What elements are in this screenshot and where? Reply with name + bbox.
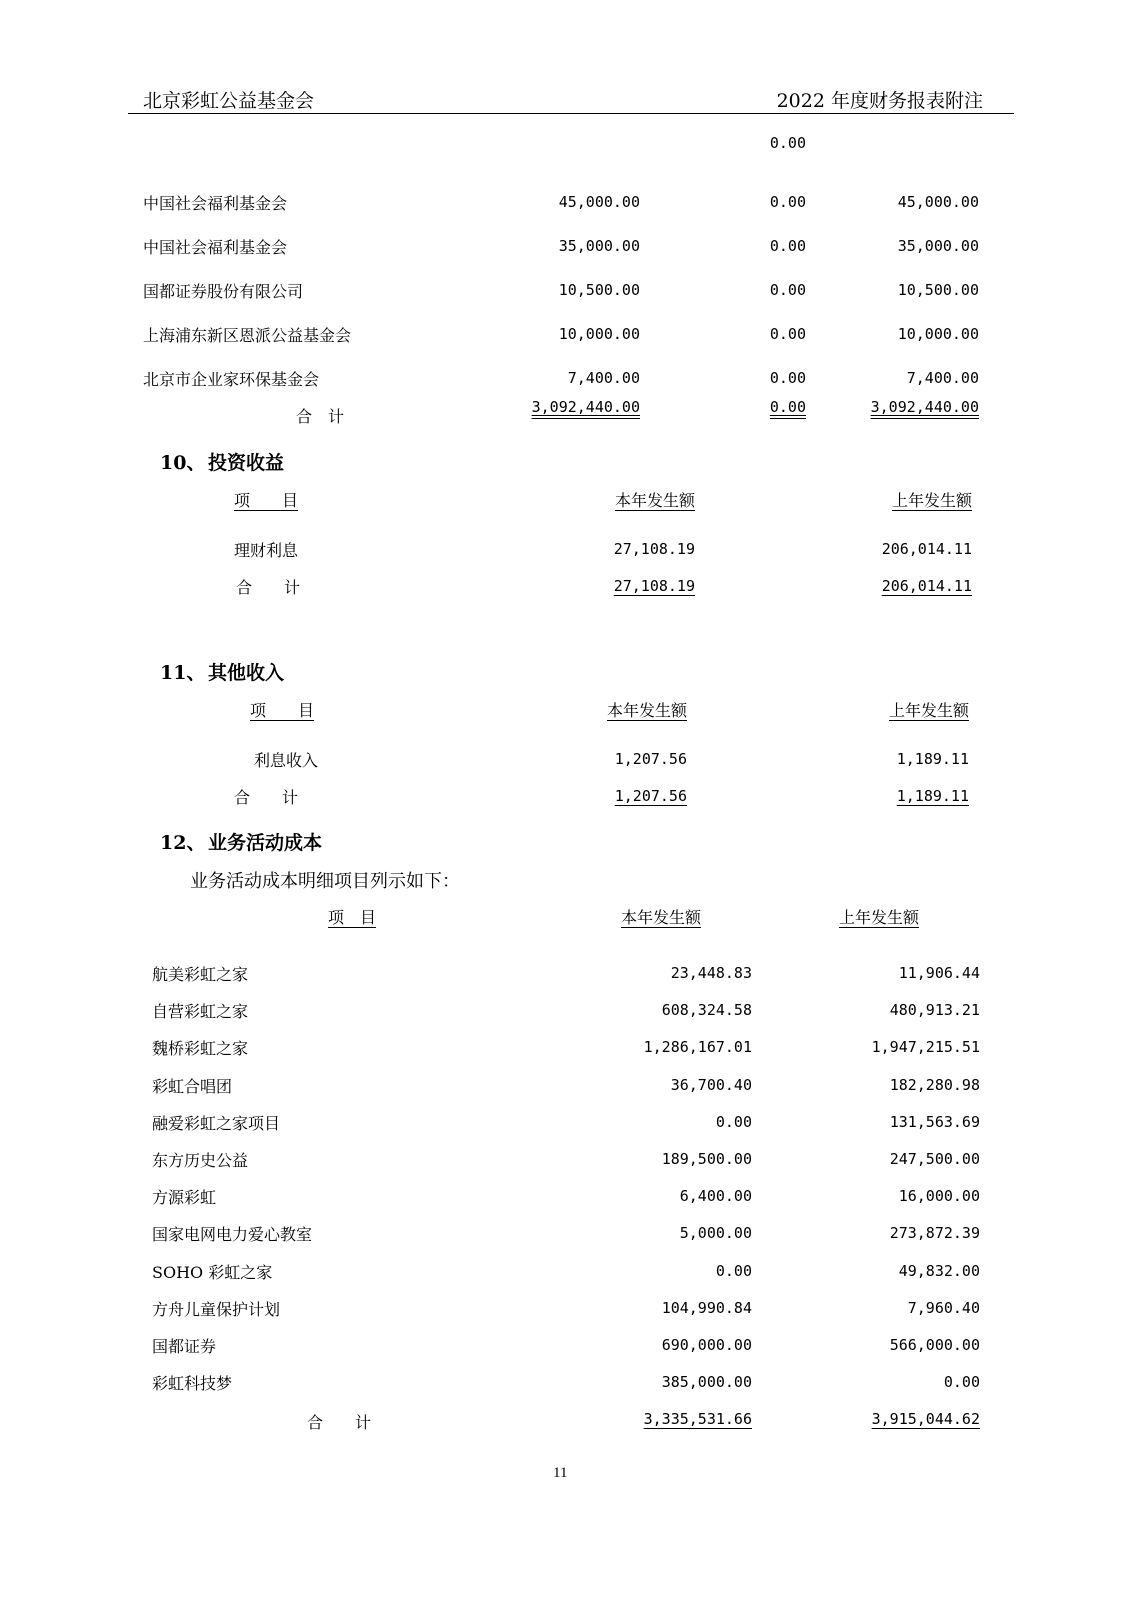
item-name: 方舟儿童保护计划	[152, 1300, 281, 1319]
item-name: 融爱彩虹之家项目	[152, 1114, 281, 1133]
donor-amount-1: 10,000.00	[558, 325, 640, 343]
total-current: 1,207.56	[614, 787, 687, 805]
item-name: 理财利息	[234, 541, 299, 560]
column-header-current: 本年发生额	[614, 491, 695, 510]
donor-name: 北京市企业家环保基金会	[143, 370, 320, 389]
prior-amount: 247,500.00	[889, 1150, 980, 1168]
section-title: 投资收益	[208, 452, 285, 474]
current-amount: 1,207.56	[614, 750, 687, 768]
item-name: 魏桥彩虹之家	[152, 1039, 249, 1058]
total-prior: 206,014.11	[881, 577, 972, 595]
prior-amount: 206,014.11	[881, 540, 972, 558]
donor-amount-2: 0.00	[769, 325, 806, 343]
column-header-item: 项 目	[250, 701, 315, 720]
donor-name: 国都证券股份有限公司	[143, 282, 304, 301]
item-name: 自营彩虹之家	[152, 1002, 249, 1021]
current-amount: 0.00	[715, 1113, 752, 1131]
section-title: 其他收入	[208, 662, 285, 684]
prior-amount: 7,960.40	[907, 1299, 980, 1317]
prior-amount: 49,832.00	[898, 1262, 980, 1280]
prior-amount: 11,906.44	[898, 964, 980, 982]
section-number: 10、	[160, 452, 206, 474]
item-name: SOHO 彩虹之家	[152, 1263, 273, 1282]
current-amount: 0.00	[715, 1262, 752, 1280]
prior-amount: 480,913.21	[889, 1001, 980, 1019]
prior-amount: 1,189.11	[896, 750, 969, 768]
donor-name: 上海浦东新区恩派公益基金会	[143, 326, 352, 345]
item-name: 航美彩虹之家	[152, 965, 249, 984]
column-header-prior: 上年发生额	[838, 908, 919, 927]
total-label: 合 计	[236, 578, 301, 597]
donor-amount-1: 10,500.00	[558, 281, 640, 299]
donor-amount-1: 7,400.00	[567, 369, 640, 387]
section-title: 业务活动成本	[208, 832, 323, 854]
donor-amount-1: 45,000.00	[558, 193, 640, 211]
current-amount: 1,286,167.01	[643, 1038, 752, 1056]
section-intro: 业务活动成本明细项目列示如下：	[190, 871, 460, 892]
item-name: 国家电网电力爱心教室	[152, 1225, 313, 1244]
donor-amount-2: 0.00	[769, 237, 806, 255]
column-header-item: 项 目	[328, 908, 377, 927]
current-amount: 690,000.00	[661, 1336, 752, 1354]
page-number: 11	[553, 1465, 568, 1481]
item-name: 国都证券	[152, 1337, 217, 1356]
current-amount: 104,990.84	[661, 1299, 752, 1317]
total-current: 3,335,531.66	[643, 1410, 752, 1428]
total-prior: 3,915,044.62	[871, 1410, 980, 1428]
prior-amount: 0.00	[943, 1373, 980, 1391]
donor-amount-2: 0.00	[769, 369, 806, 387]
column-header-current: 本年发生额	[620, 908, 701, 927]
column-header-prior: 上年发生额	[888, 701, 969, 720]
prior-amount: 1,947,215.51	[871, 1038, 980, 1056]
item-name: 东方历史公益	[152, 1151, 249, 1170]
prior-amount: 16,000.00	[898, 1187, 980, 1205]
current-amount: 385,000.00	[661, 1373, 752, 1391]
prior-amount: 131,563.69	[889, 1113, 980, 1131]
donor-name: 中国社会福利基金会	[143, 238, 288, 257]
item-name: 利息收入	[254, 751, 319, 770]
donor-amount-1: 35,000.00	[558, 237, 640, 255]
donor-name: 中国社会福利基金会	[143, 194, 288, 213]
total-label: 合 计	[234, 788, 299, 807]
item-name: 彩虹合唱团	[152, 1077, 233, 1096]
total-label: 合 计	[296, 407, 345, 426]
item-name: 方源彩虹	[152, 1188, 217, 1207]
donor-amount-3: 7,400.00	[906, 369, 979, 387]
prior-amount: 566,000.00	[889, 1336, 980, 1354]
donor-amount-3: 10,000.00	[897, 325, 979, 343]
item-name: 彩虹科技梦	[152, 1374, 233, 1393]
header-report-title: 2022 年度财务报表附注	[776, 90, 983, 112]
prior-amount: 182,280.98	[889, 1076, 980, 1094]
donor-amount-3: 45,000.00	[897, 193, 979, 211]
section-number: 11、	[160, 662, 206, 684]
section-number: 12、	[160, 832, 206, 854]
total-label: 合 计	[307, 1413, 372, 1432]
current-amount: 27,108.19	[613, 540, 695, 558]
current-amount: 6,400.00	[679, 1187, 752, 1205]
total-amount-3: 3,092,440.00	[870, 398, 979, 416]
header-rule	[128, 113, 1014, 114]
current-amount: 608,324.58	[661, 1001, 752, 1019]
donor-amount-2: 0.00	[769, 281, 806, 299]
carry-value: 0.00	[769, 134, 806, 152]
column-header-current: 本年发生额	[606, 701, 687, 720]
total-amount-1: 3,092,440.00	[531, 398, 640, 416]
current-amount: 23,448.83	[670, 964, 752, 982]
column-header-item: 项 目	[234, 491, 299, 510]
prior-amount: 273,872.39	[889, 1224, 980, 1242]
total-prior: 1,189.11	[896, 787, 969, 805]
donor-amount-3: 35,000.00	[897, 237, 979, 255]
current-amount: 189,500.00	[661, 1150, 752, 1168]
donor-amount-3: 10,500.00	[897, 281, 979, 299]
total-current: 27,108.19	[613, 577, 695, 595]
current-amount: 5,000.00	[679, 1224, 752, 1242]
donor-amount-2: 0.00	[769, 193, 806, 211]
current-amount: 36,700.40	[670, 1076, 752, 1094]
column-header-prior: 上年发生额	[891, 491, 972, 510]
total-amount-2: 0.00	[769, 398, 806, 416]
header-org-name: 北京彩虹公益基金会	[143, 90, 315, 112]
